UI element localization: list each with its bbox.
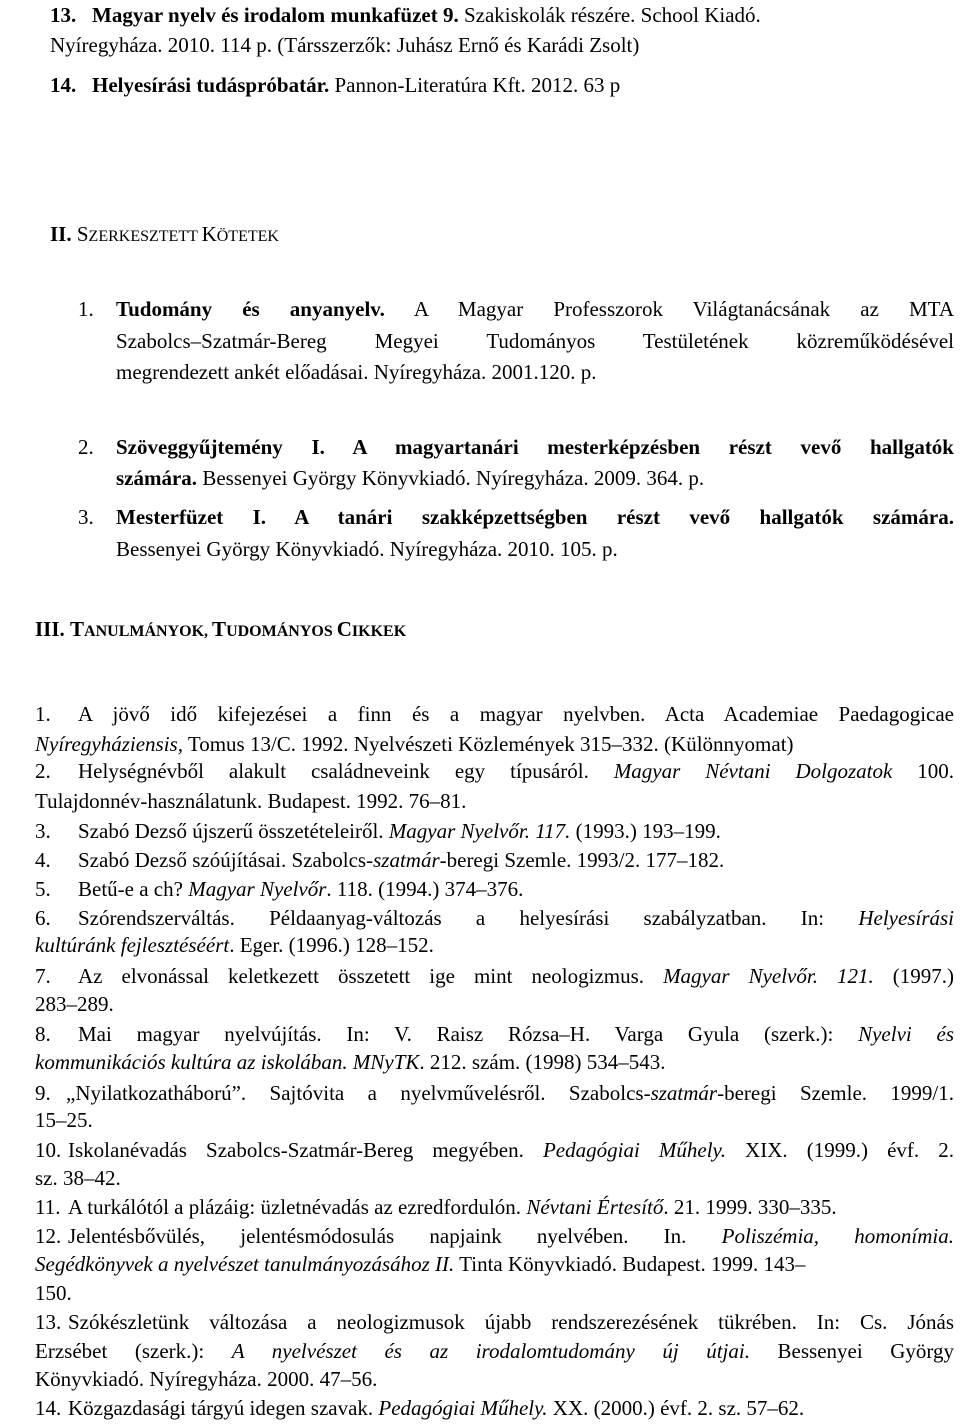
entry-number: 13. [50, 3, 77, 27]
bibliography-entry [92, 72, 620, 98]
entry-number: 2. [78, 435, 94, 459]
study-entry: Szókészletünk változása a neologizmusok újabb rendszerezésének tükrében. In: Cs. Jónás [68, 1310, 954, 1334]
study-entry-line: 15–25. [35, 1108, 93, 1132]
study-entry: A jövő idő kifejezései a finn és a magyar nyelvben. Acta Academiae Paedagogicae [78, 702, 954, 726]
study-entry: Közgazdasági tárgyú idegen szavak. Pedagógiai Műhely. XX. (2000.) évf. 2. sz. 57–62. [68, 1396, 805, 1420]
entry-number: 6. [35, 906, 51, 930]
study-entry-line: sz. 38–42. [35, 1166, 121, 1190]
volume-entry: Mesterfüzet I. A tanári szakképzettségben részt vevő hallgatók számára. [116, 505, 954, 529]
volume-entry-line: Bessenyei György Könyvkiadó. Nyíregyháza. 2010. 105. p. [116, 537, 618, 561]
entry-number: 14. [35, 1396, 62, 1420]
study-entry-line: Könyvkiadó. Nyíregyháza. 2000. 47–56. [35, 1367, 378, 1391]
section-title: TANULMÁNYOK, TUDOMÁNYOS CIKKEK [70, 617, 407, 641]
entry-title: Helyesírási tudáspróbatár. [92, 73, 330, 97]
entry-text: Pannon-Literatúra Kft. 2012. 63 p [329, 73, 621, 97]
study-entry: Betű-e a ch? Magyar Nyelvőr. 118. (1994.) 374–376. [78, 877, 524, 901]
study-entry-line: Tulajdonnév-használatunk. Budapest. 1992. 76–81. [35, 789, 467, 813]
study-entry-line: Nyíregyháziensis, Tomus 13/C. 1992. Nyelvészeti Közlemények 315–332. (Különnyomat) [35, 732, 794, 756]
study-entry-line: Segédkönyvek a nyelvészet tanulmányozásához II. Tinta Könyvkiadó. Budapest. 1999. 143– [35, 1252, 806, 1276]
entry-number: 4. [35, 848, 51, 872]
bibliography-entry-line2: Nyíregyháza. 2010. 114 p. (Társszerzők: Juhász Ernő és Karádi Zsolt) [50, 33, 640, 57]
entry-number: 2. [35, 759, 51, 783]
study-entry: Szórendszerváltás. Példaanyag-változás a helyesírási szabályzatban. In: Helyesírási [78, 906, 954, 930]
study-entry-line: Erzsébet (szerk.): A nyelvészet és az irodalomtudomány új útjai. Bessenyei György [35, 1339, 954, 1363]
entry-title: Tudomány és anyanyelv. [116, 297, 385, 321]
study-entry-line: kommunikációs kultúra az iskolában. MNyTK. 212. szám. (1998) 534–543. [35, 1050, 666, 1074]
entry-number: 14. [50, 73, 77, 97]
entry-number: 7. [35, 964, 51, 988]
study-entry: A turkálótól a plázáig: üzletnévadás az ezredfordulón. Névtani Értesítő. 21. 1999. 330–335. [68, 1195, 837, 1219]
entry-number: 13. [35, 1310, 62, 1334]
study-entry: Szabó Dezső újszerű összetételeiről. Magyar Nyelvőr. 117. (1993.) 193–199. [78, 819, 721, 843]
entry-number: 3. [78, 505, 94, 529]
entry-text: Szakiskolák részére. School Kiadó. [458, 3, 761, 27]
entry-number: 12. [35, 1224, 62, 1248]
entry-number: 11. [35, 1195, 61, 1219]
section-heading [35, 616, 406, 645]
study-entry-line: 150. [35, 1281, 72, 1305]
study-entry: Szabó Dezső szóújításai. Szabolcs-szatmár-beregi Szemle. 1993/2. 177–182. [78, 848, 725, 872]
volume-entry: Szöveggyűjtemény I. A magyartanári mesterképzésben részt vevő hallgatók [116, 435, 954, 459]
section-heading [50, 221, 279, 250]
study-entry: Jelentésbővülés, jelentésmódosulás napjaink nyelvében. In. Poliszémia, homonímia. [68, 1224, 954, 1248]
entry-number: 1. [35, 702, 51, 726]
entry-number: 1. [78, 297, 94, 321]
study-entry: „Nyilatkozatháború”. Sajtóvita a nyelvművelésről. Szabolcs-szatmár-beregi Szemle. 1999/1. [66, 1081, 954, 1105]
entry-number: 9. [35, 1081, 51, 1105]
entry-text: A Magyar Professzorok Világtanácsának az MTA [384, 297, 954, 321]
volume-entry [116, 296, 954, 322]
entry-number: 3. [35, 819, 51, 843]
study-entry: Mai magyar nyelvújítás. In: V. Raisz Rózsa–H. Varga Gyula (szerk.): Nyelvi és [78, 1022, 954, 1046]
section-roman: II. [50, 222, 72, 246]
entry-number: 5. [35, 877, 51, 901]
bibliography-entry [92, 2, 954, 28]
entry-number: 8. [35, 1022, 51, 1046]
section-roman: III. [35, 617, 65, 641]
volume-entry-line: Szabolcs–Szatmár-Bereg Megyei Tudományos Testületének közreműködésével [116, 329, 954, 353]
volume-entry-line: számára. Bessenyei György Könyvkiadó. Nyíregyháza. 2009. 364. p. [116, 466, 705, 490]
study-entry: Az elvonással keletkezett összetett ige mint neologizmus. Magyar Nyelvőr. 121. (1997.) [78, 964, 954, 988]
volume-entry-line: megrendezett ankét előadásai. Nyíregyháza. 2001.120. p. [116, 360, 597, 384]
study-entry-line: kultúránk fejlesztéséért. Eger. (1996.) 128–152. [35, 933, 434, 957]
entry-number: 10. [35, 1138, 62, 1162]
section-title: SZERKESZTETT KÖTETEK [76, 222, 279, 246]
entry-title: Magyar nyelv és irodalom munkafüzet 9. [92, 3, 459, 27]
study-entry: Helységnévből alakult családneveink egy típusáról. Magyar Névtani Dolgozatok 100. [78, 759, 955, 783]
study-entry: Iskolanévadás Szabolcs-Szatmár-Bereg megyében. Pedagógiai Műhely. XIX. (1999.) évf. 2. [68, 1138, 954, 1162]
study-entry-line: 283–289. [35, 992, 114, 1016]
